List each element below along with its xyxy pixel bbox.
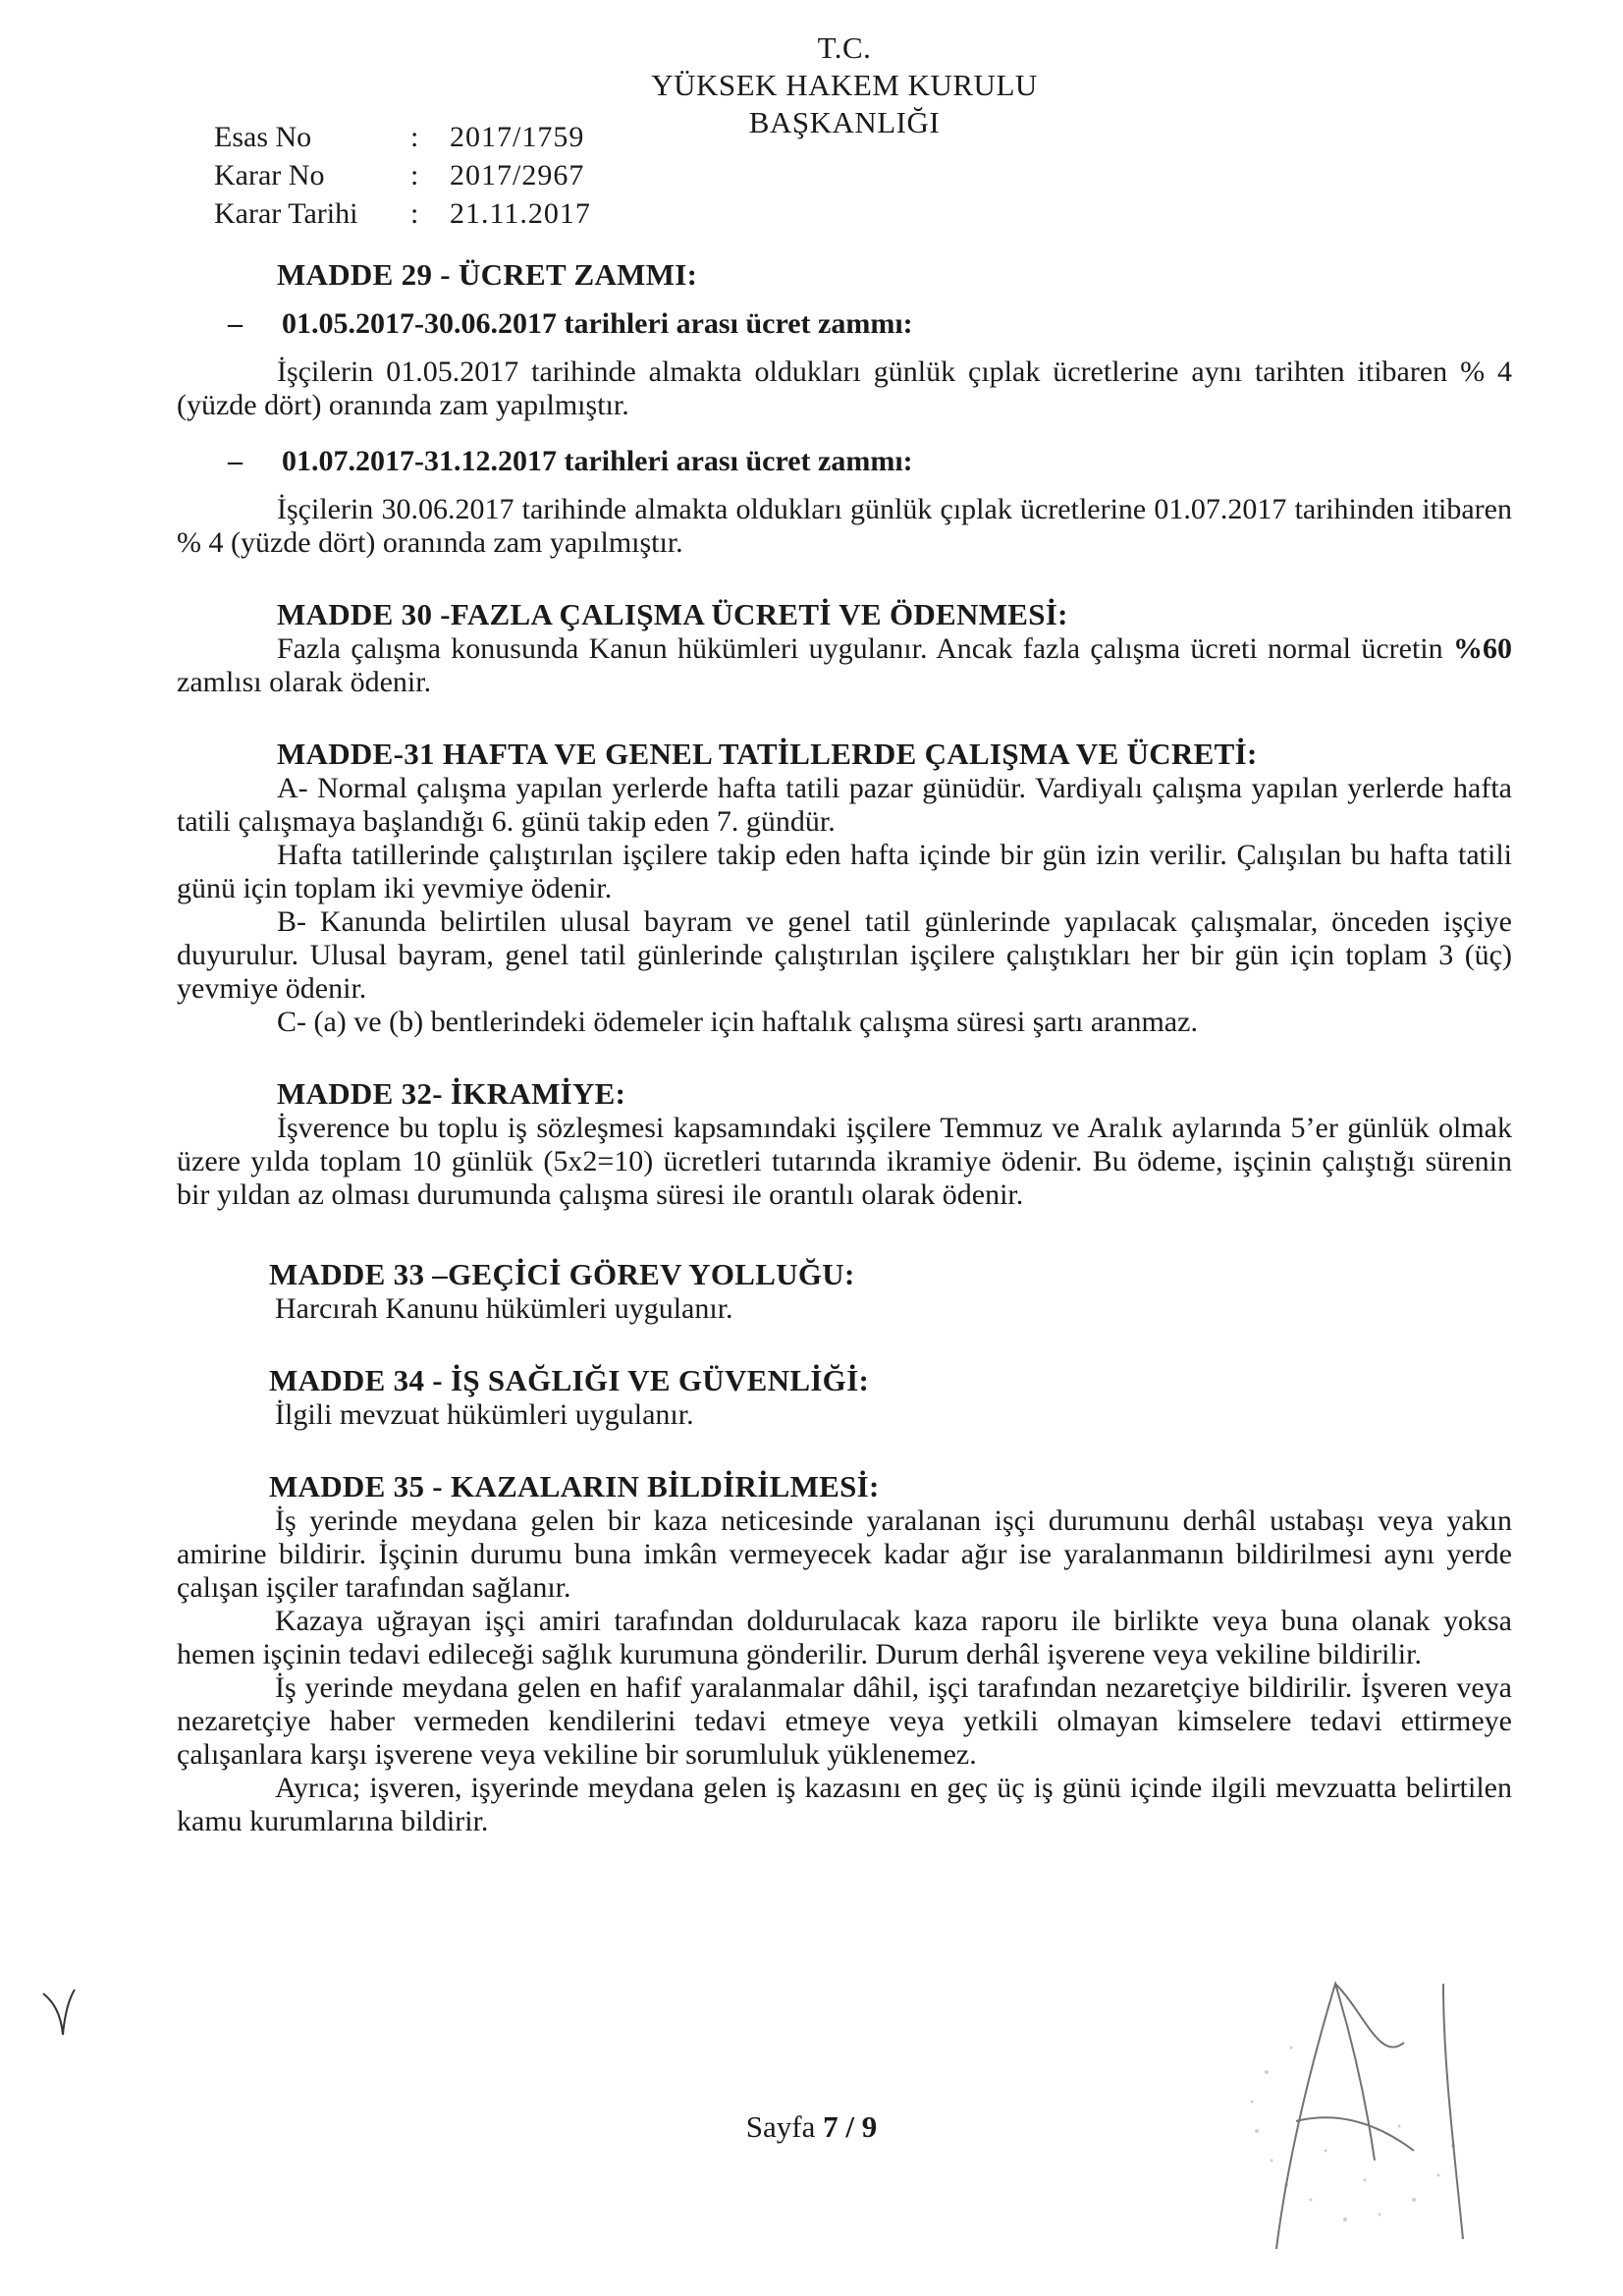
percentage-value: %60 <box>1453 632 1512 665</box>
dash-mark: – <box>228 307 243 340</box>
article-31 <box>177 737 1512 1039</box>
meta-row-tarih <box>214 194 591 233</box>
article-title: MADDE 29 - ÜCRET ZAMMI: <box>277 257 698 292</box>
paragraph: İlgili mevzuat hükümleri uygulanır. <box>275 1398 694 1431</box>
meta-value: 21.11.2017 <box>450 197 591 230</box>
meta-value: 2017/2967 <box>450 159 585 191</box>
meta-value: 2017/1759 <box>450 121 585 153</box>
case-meta <box>214 118 591 233</box>
paragraph: Ayrıca; işveren, işyerinde meydana gelen iş kazasını en geç üç iş günü içinde ilgili mevzuatta belirtilen kamu kurumlarına bildirir. <box>177 1772 1512 1837</box>
paragraph: Kazaya uğrayan işçi amiri tarafından doldurulacak kaza raporu ile birlikte veya buna olanak yoksa hemen işçinin tedavi edileceği sağlık kurumuna gönderilir. Durum derhâl işverene veya vekiline bildirilir. <box>177 1605 1512 1670</box>
paragraph: İşçilerin 01.05.2017 tarihinde almakta oldukları günlük çıplak ücretlerine aynı tarihten itibaren % 4 (yüzde dört) oranında zam yapılmıştır. <box>177 355 1512 421</box>
signature-stamp-icon <box>1217 1925 1512 2249</box>
institution-header <box>628 29 1060 141</box>
article-33 <box>177 1257 1512 1326</box>
paragraph: İş yerinde meydana gelen en hafif yaralanmalar dâhil, işçi tarafından nezaretçiye bildirilir. İşveren veya nezaretçiye haber vermeden kendilerini tedavi etmeye veya yetkili olmayan kimselere tedavi ettirmeye çalışanlara karşı işverene veya vekiline bir sorumluluk yüklenemez. <box>177 1671 1512 1771</box>
subsection-title: 01.07.2017-31.12.2017 tarihleri arası ücret zammı: <box>282 445 913 477</box>
article-35 <box>177 1469 1512 1838</box>
article-32 <box>177 1076 1512 1212</box>
meta-label: Karar Tarihi <box>214 197 358 230</box>
dash-mark: – <box>228 445 243 477</box>
meta-colon: : <box>410 197 419 230</box>
paragraph: Harcırah Kanunu hükümleri uygulanır. <box>275 1292 733 1325</box>
meta-row-karar <box>214 156 591 194</box>
page-label: Sayfa <box>745 2109 824 2144</box>
article-title: MADDE 30 -FAZLA ÇALIŞMA ÜCRETİ VE ÖDENMESİ: <box>277 597 1068 631</box>
header-line-tc: T.C. <box>817 30 872 65</box>
header-line-presidency: BAŞKANLIĞI <box>748 105 941 139</box>
article-34 <box>177 1363 1512 1432</box>
paragraph-text: zamlısı olarak ödenir. <box>177 666 432 698</box>
article-title: MADDE 35 - KAZALARIN BİLDİRİLMESİ: <box>269 1469 880 1503</box>
margin-checkmark-icon <box>39 1984 79 2043</box>
paragraph: İş yerinde meydana gelen bir kaza neticesinde yaralanan işçi durumunu derhâl ustabaşı veya yakın amirine bildirir. İşçinin durumu buna imkân vermeyecek kadar ağır ise yaralanmanın bildirilmesi aynı yerde çalışan işçiler tarafından sağlanır. <box>177 1504 1512 1604</box>
article-title: MADDE 32- İKRAMİYE: <box>277 1076 626 1111</box>
article-30 <box>177 597 1512 699</box>
subsection-title: 01.05.2017-30.06.2017 tarihleri arası ücret zammı: <box>282 307 913 340</box>
article-title: MADDE-31 HAFTA VE GENEL TATİLLERDE ÇALIŞMA VE ÜCRETİ: <box>277 737 1258 771</box>
page-count: 7 / 9 <box>823 2109 878 2144</box>
paragraph: A- Normal çalışma yapılan yerlerde hafta tatili pazar günüdür. Vardiyalı çalışma yapılan yerlerde hafta tatili çalışmaya başlandığı 6. günü takip eden 7. gündür. <box>177 772 1512 838</box>
subsection-heading <box>228 306 1512 342</box>
subsection-heading <box>228 444 1512 479</box>
paragraph: B- Kanunda belirtilen ulusal bayram ve genel tatil günlerinde yapılacak çalışmalar, önceden işçiye duyurulur. Ulusal bayram, genel tatil günlerinde çalıştırılan işçilere çalıştıkları her bir gün için toplam 3 (üç) yevmiye ödenir. <box>177 905 1512 1005</box>
header-line-institution: YÜKSEK HAKEM KURULU <box>651 68 1038 102</box>
paragraph-text: Fazla çalışma konusunda Kanun hükümleri uygulanır. Ancak fazla çalışma ücreti normal ücretin <box>277 632 1453 665</box>
meta-row-esas <box>214 118 591 156</box>
meta-colon: : <box>410 121 419 153</box>
article-29 <box>177 257 1512 560</box>
paragraph <box>177 632 1512 699</box>
article-title: MADDE 33 –GEÇİCİ GÖREV YOLLUĞU: <box>269 1257 855 1291</box>
meta-colon: : <box>410 159 419 191</box>
article-title: MADDE 34 - İŞ SAĞLIĞI VE GÜVENLİĞİ: <box>269 1363 870 1397</box>
meta-label: Karar No <box>214 159 325 191</box>
meta-label: Esas No <box>214 121 312 153</box>
paragraph: C- (a) ve (b) bentlerindeki ödemeler için haftalık çalışma süresi şartı aranmaz. <box>277 1006 1198 1038</box>
document-body <box>177 257 1512 1838</box>
paragraph: İşverence bu toplu iş sözleşmesi kapsamındaki işçilere Temmuz ve Aralık aylarında 5’er günlük olmak üzere yılda toplam 10 günlük (5x2=10) ücretleri tutarında ikramiye ödenir. Bu ödeme, işçinin çalıştığı sürenin bir yıldan az olması durumunda çalışma süresi ile orantılı olarak ödenir. <box>177 1112 1512 1211</box>
paragraph: İşçilerin 30.06.2017 tarihinde almakta oldukları günlük çıplak ücretlerine 01.07.2017 tarihinden itibaren % 4 (yüzde dört) oranında zam yapılmıştır. <box>177 493 1512 559</box>
paragraph: Hafta tatillerinde çalıştırılan işçilere takip eden hafta içinde bir gün izin verilir. Çalışılan bu hafta tatili günü için toplam iki yevmiye ödenir. <box>177 839 1512 904</box>
